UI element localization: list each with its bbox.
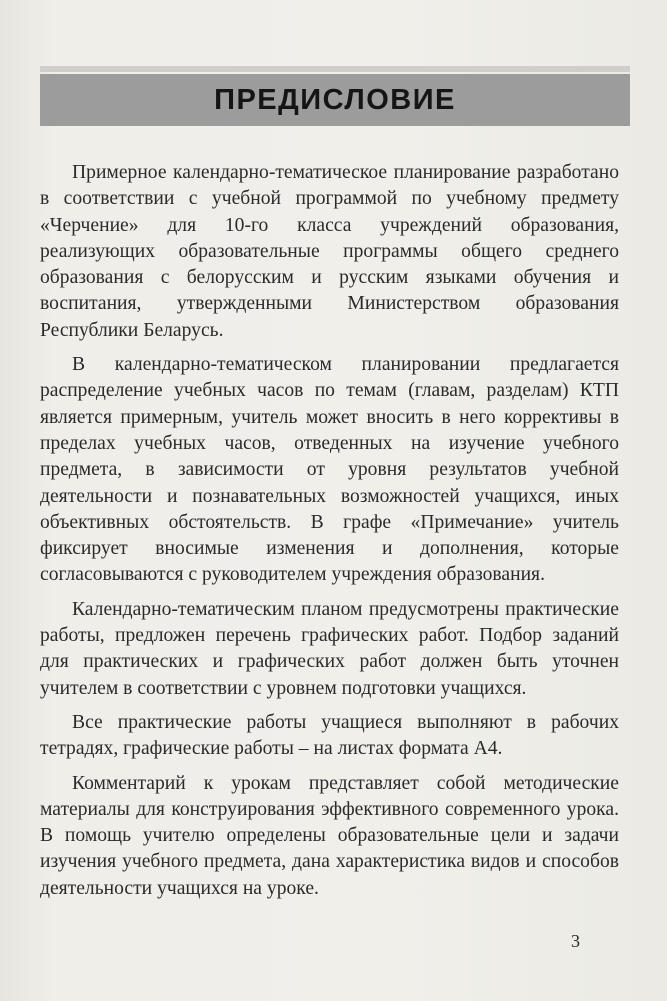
page-title: ПРЕДИСЛОВИЕ (214, 83, 456, 116)
paragraph-2: В календарно-тематическом планировании предлагается распределение учебных часов по темам (главам, разделам) КТП является примерным, учитель может вносить в него коррективы в пределах учебных часов, отведенных на изучение учебного предмета, в зависимости от уровня результатов учебной деятельности и познавательных возможностей учащихся, иных объективных обстоятельств. В графе «Примечание» учитель фиксирует вносимые изменения и дополнения, которые согласовываются с руководителем учреждения образования. (40, 354, 619, 586)
header-band (40, 74, 630, 126)
header-top-rule (40, 66, 630, 72)
page-number: 3 (571, 931, 580, 951)
paragraph-1: Примерное календарно-тематическое планирование разработано в соответствии с учебной программой по учебному предмету «Черчение» для 10-го класса учреждений образования, реализующих образовательные программы общего среднего образования с белорусским и русским языками обучения и воспитания, утвержденными Министерством образования Республики Беларусь. (40, 162, 619, 341)
paragraph-5: Комментарий к урокам представляет собой методические материалы для конструирования эффективного современного урока. В помощь учителю определены образовательные цели и задачи изучения учебного предмета, дана характеристика видов и способов деятельности учащихся на уроке. (40, 772, 619, 899)
paragraph-3: Календарно-тематическим планом предусмотрены практические работы, предложен перечень графических работ. Подбор заданий для практических и графических работ должен быть уточнен учителем в соответствии с уровнем подготовки учащихся. (40, 598, 619, 699)
body-text (40, 160, 619, 910)
paragraph-4: Все практические работы учащиеся выполняют в рабочих тетрадях, графические работы – на листах формата А4. (40, 711, 619, 760)
